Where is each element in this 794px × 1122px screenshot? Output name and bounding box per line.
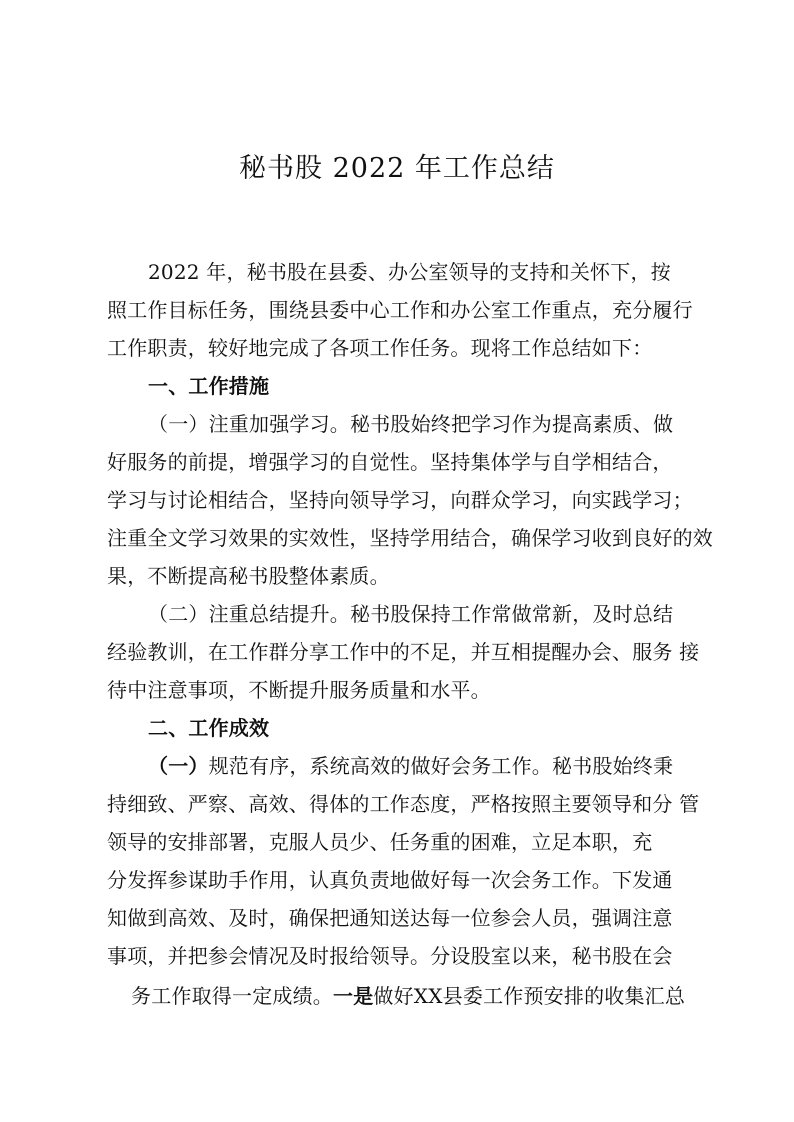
paragraph-line: 领导的安排部署，克服人员少、任务重的困难，立足本职，充 (107, 830, 653, 854)
section-heading: 一、工作措施 (148, 374, 270, 398)
bold-label: （一） (148, 754, 209, 778)
line-text: 务工作取得一定成绩。 (131, 984, 333, 1008)
paragraph-line: 注重全文学习效果的实效性，坚持学用结合，确保学习收到良好的效 (107, 526, 713, 550)
paragraph-line: 学习与讨论相结合，坚持向领导学习，向群众学习，向实践学习； (107, 488, 693, 512)
line-text: 做好XX县委工作预安排的收集汇总 (373, 984, 686, 1008)
paragraph-line: 事项，并把参会情况及时报给领导。分设股室以来，秘书股在会 (107, 944, 673, 968)
document-title: 秘书股 2022 年工作总结 (239, 153, 555, 184)
paragraph-line: （一）注重加强学习。秘书股始终把学习作为提高素质、做 (148, 412, 674, 436)
paragraph-line: 持细致、严察、高效、得体的工作态度，严格按照主要领导和分 管 (107, 792, 700, 816)
paragraph-line (131, 982, 685, 1010)
paragraph-line: 照工作目标任务，围绕县委中心工作和办公室工作重点，充分履行 (107, 298, 693, 322)
paragraph-line: 分发挥参谋助手作用，认真负责地做好每一次会务工作。下发通 (107, 868, 673, 892)
paragraph-line (148, 752, 673, 780)
paragraph-line: 知做到高效、及时，确保把通知送达每一位参会人员，强调注意 (107, 906, 673, 930)
section-heading: 二、工作成效 (148, 716, 270, 740)
paragraph-line: 果，不断提高秘书股整体素质。 (107, 564, 390, 588)
paragraph-line: 好服务的前提，增强学习的自觉性。坚持集体学与自学相结合， (107, 450, 673, 474)
paragraph-line: （二）注重总结提升。秘书股保持工作常做常新，及时总结 (148, 602, 674, 626)
paragraph-line: 待中注意事项，不断提升服务质量和水平。 (107, 678, 491, 702)
line-text: 规范有序，系统高效的做好会务工作。秘书股始终秉 (208, 754, 674, 778)
bold-label: 一是 (333, 984, 374, 1008)
paragraph-line: 工作职责，较好地完成了各项工作任务。现将工作总结如下： (107, 336, 653, 360)
paragraph-line: 经验教训，在工作群分享工作中的不足，并互相提醒办会、服务 接 (107, 640, 700, 664)
paragraph-line: 2022 年，秘书股在县委、办公室领导的支持和关怀下，按 (148, 260, 671, 284)
